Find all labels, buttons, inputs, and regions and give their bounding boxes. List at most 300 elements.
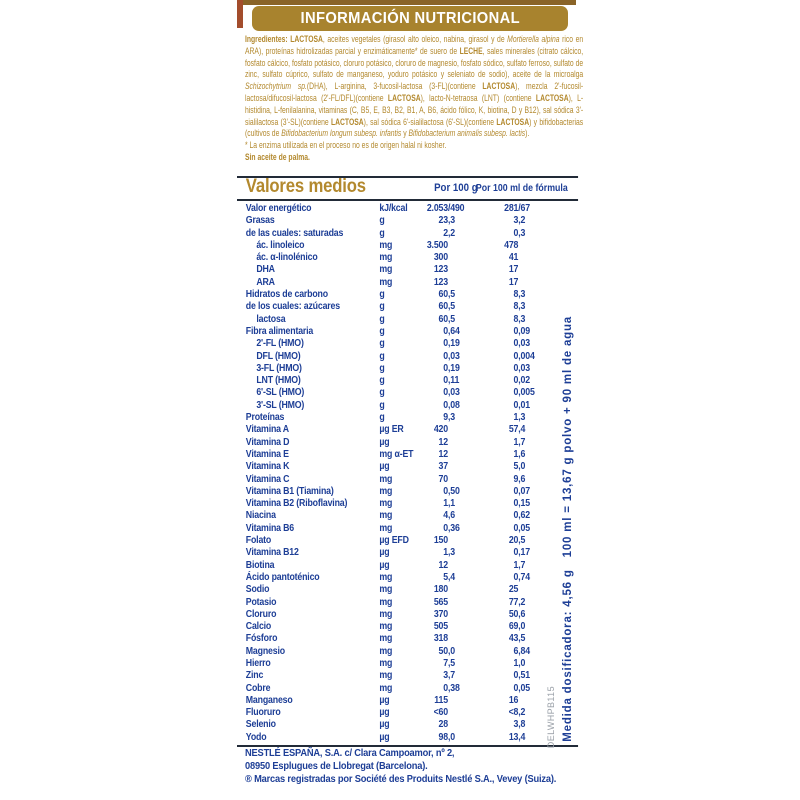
value-per-100g <box>422 670 468 682</box>
nutrient-name: Biotina <box>245 559 275 571</box>
table-row <box>237 264 578 276</box>
value-per-100g <box>422 240 468 252</box>
value-per-100g <box>422 633 468 645</box>
value-int: 0 <box>513 387 519 399</box>
nutrient-unit: mg <box>379 608 393 620</box>
manufacturer-footer <box>245 748 584 786</box>
value-per-100ml <box>467 732 536 744</box>
value-per-100g <box>422 547 468 559</box>
value-per-100g <box>422 658 468 670</box>
nutrition-info-banner <box>252 6 568 31</box>
nutrient-name: 6'-SL (HMO) <box>256 387 305 399</box>
value-int: 60 <box>438 313 448 325</box>
nutrient-name: Zinc <box>245 670 264 682</box>
nutrient-unit: mg <box>379 252 393 264</box>
value-per-100ml <box>467 461 536 473</box>
value-decimal: ,0 <box>447 645 455 657</box>
value-per-100g <box>422 597 468 609</box>
value-int: 12 <box>438 559 448 571</box>
value-int: 8 <box>513 301 519 313</box>
nutrient-unit: mg <box>379 522 393 534</box>
nutrient-name: Vitamina B2 (Riboflavina) <box>245 498 348 510</box>
nutrient-name: Selenio <box>245 719 276 731</box>
footer-address-line2: 08950 Esplugues de Llobregat (Barcelona). <box>245 760 428 772</box>
nutrient-unit: mg <box>379 645 393 657</box>
value-int: 478 <box>504 239 519 251</box>
nutrient-unit: g <box>379 215 385 227</box>
value-decimal: ,004 <box>518 350 535 362</box>
value-per-100g <box>422 646 468 658</box>
value-decimal: ,36 <box>447 522 460 534</box>
nutrient-unit: g <box>379 227 385 239</box>
value-int: 0 <box>513 682 519 694</box>
value-decimal: ,4 <box>518 731 526 743</box>
ingredient-segment: (DHA), L-arginina, 3-fucosil-lactosa (3-FL)(contiene <box>306 81 483 93</box>
value-int: 281 <box>504 203 519 214</box>
value-int: 0 <box>513 338 519 350</box>
value-int: 1 <box>443 547 448 559</box>
nutrient-name: Vitamina A <box>245 424 289 436</box>
value-decimal: ,51 <box>518 670 530 682</box>
ingredient-segment: LECHE <box>459 45 483 57</box>
value-decimal: ,50 <box>447 485 460 497</box>
value-per-100g <box>422 560 468 572</box>
package-top-edge <box>243 0 576 5</box>
nutrient-unit: kJ/kcal <box>379 203 408 214</box>
table-row <box>237 486 578 498</box>
nutrient-unit: mg <box>379 239 393 251</box>
value-int: 98 <box>438 731 448 743</box>
value-per-100g <box>422 252 468 264</box>
column-header-per-100ml: Por 100 ml de fórmula <box>475 183 568 194</box>
value-int: 28 <box>438 719 448 731</box>
value-decimal: ,11 <box>447 375 460 387</box>
value-per-100ml <box>467 658 536 670</box>
nutrient-name: Vitamina B12 <box>245 547 299 559</box>
value-per-100g <box>422 264 468 276</box>
value-int: 565 <box>433 596 448 608</box>
nutrient-unit: mg <box>379 596 393 608</box>
value-int: 0 <box>443 350 448 362</box>
value-int: 420 <box>433 424 448 436</box>
value-decimal: ,08 <box>447 399 460 411</box>
value-decimal: ,1 <box>447 498 455 510</box>
value-per-100ml <box>467 387 536 399</box>
nutrient-unit: mg <box>379 498 393 510</box>
table-row <box>237 351 578 363</box>
table-header-row <box>237 178 578 199</box>
value-int: 123 <box>433 264 448 276</box>
value-int: 3 <box>513 719 519 731</box>
nutrient-name: Fluoruro <box>245 707 281 719</box>
value-int: 77 <box>508 596 519 608</box>
nutrient-name: Vitamina K <box>245 461 290 473</box>
value-per-100ml <box>467 474 536 486</box>
nutrient-unit: g <box>379 412 385 424</box>
column-header-per-100g: Por 100 g <box>434 182 478 194</box>
value-decimal: ,3 <box>518 412 526 424</box>
value-int: 0 <box>443 375 448 387</box>
value-per-100ml <box>467 326 536 338</box>
value-int: 0 <box>513 498 519 510</box>
value-per-100ml <box>467 412 536 424</box>
nutrient-name: 3'-SL (HMO) <box>256 399 305 411</box>
value-per-100ml <box>467 289 536 301</box>
nutrient-unit: µg <box>379 436 390 448</box>
value-per-100g <box>422 326 468 338</box>
nutrient-name: lactosa <box>256 313 286 325</box>
value-per-100g <box>422 695 468 707</box>
value-per-100ml <box>467 424 536 436</box>
value-decimal: ,0 <box>447 731 455 743</box>
table-row <box>237 449 578 461</box>
value-decimal: ,15 <box>518 498 530 510</box>
nutrient-unit: mg <box>379 584 393 596</box>
value-per-100ml <box>467 363 536 375</box>
value-int: 5 <box>513 461 519 473</box>
value-int: 0 <box>513 510 519 522</box>
nutrient-unit: mg <box>379 670 393 682</box>
value-int: <60 <box>433 707 448 719</box>
table-row <box>237 215 578 227</box>
table-row <box>237 203 578 215</box>
nutrient-unit: g <box>379 301 385 313</box>
nutrient-unit: µg <box>379 547 390 559</box>
value-per-100ml <box>467 301 536 313</box>
nutrient-unit: g <box>379 313 385 325</box>
value-per-100ml <box>467 670 536 682</box>
divider-bottom <box>237 745 578 747</box>
value-per-100g <box>422 215 468 227</box>
nutrient-unit: mg <box>379 264 393 276</box>
value-per-100g <box>422 228 468 240</box>
nutrient-unit: g <box>379 362 385 374</box>
value-decimal: ,19 <box>447 338 460 350</box>
value-decimal: ,3 <box>447 215 455 227</box>
value-per-100g <box>422 277 468 289</box>
value-decimal: ,64 <box>447 325 460 337</box>
value-per-100ml <box>467 523 536 535</box>
nutrient-unit: g <box>379 289 385 301</box>
nutrient-name: DFL (HMO) <box>256 350 301 362</box>
value-int: 37 <box>438 461 448 473</box>
nutrient-name: Cobre <box>245 682 271 694</box>
value-per-100g <box>422 424 468 436</box>
ingredient-segment: LACTOSA <box>330 116 364 128</box>
value-decimal: ,7 <box>518 436 526 448</box>
value-decimal: ,3 <box>518 313 526 325</box>
value-int: 23 <box>438 215 448 227</box>
value-decimal: ,005 <box>518 387 535 399</box>
ingredient-segment: , sales minerales (citrato cálcico, fosfato cálcico, fosfato potásico, cloruro potásico, cloruro de magnesio, fosfato sódico, sulfato ferroso, sulfato de zinc, sulfato cúprico, sulfato de manganeso, yoduro potásico y seleniato de sodio), aceite de la microalga <box>245 45 584 81</box>
value-decimal: ,6 <box>447 510 455 522</box>
value-per-100g <box>422 437 468 449</box>
value-int: 0 <box>513 670 519 682</box>
table-row <box>237 523 578 535</box>
value-per-100g <box>422 338 468 350</box>
value-per-100g <box>422 621 468 633</box>
nutrient-name: Vitamina D <box>245 436 290 448</box>
nutrient-name: 3-FL (HMO) <box>256 362 302 374</box>
value-per-100ml <box>467 719 536 731</box>
value-int: 1 <box>513 436 519 448</box>
value-decimal: ,5 <box>447 313 455 325</box>
nutrient-name: Grasas <box>245 215 275 227</box>
value-per-100ml <box>467 437 536 449</box>
nutrient-unit: µg <box>379 731 390 743</box>
value-decimal: ,17 <box>518 547 530 559</box>
nutrient-unit: g <box>379 399 385 411</box>
value-int: 318 <box>433 633 448 645</box>
nutrient-name: Calcio <box>245 621 272 633</box>
footer-address-line1: NESTLÉ ESPAÑA, S.A. c/ Clara Campoamor, nº 2, <box>245 748 455 759</box>
value-per-100g <box>422 707 468 719</box>
value-per-100ml <box>467 400 536 412</box>
value-int: 0 <box>513 522 519 534</box>
value-per-100ml <box>467 535 536 547</box>
value-int: 8 <box>513 289 519 301</box>
value-int: 370 <box>433 608 448 620</box>
value-per-100ml <box>467 683 536 695</box>
value-decimal: ,07 <box>518 485 530 497</box>
table-row <box>237 228 578 240</box>
value-int: 4 <box>443 510 448 522</box>
value-decimal: ,6 <box>518 473 526 485</box>
nutrient-name: de las cuales: saturadas <box>245 227 344 239</box>
table-row <box>237 474 578 486</box>
ingredient-segment: ), mezcla 2'-fucosil-lactosa/difucosil-lactosa (2'-FL/DFL)(contiene <box>245 81 584 104</box>
nutrient-unit: g <box>379 387 385 399</box>
value-per-100ml <box>467 486 536 498</box>
table-title: Valores medios <box>245 176 366 197</box>
nutrient-name: Niacina <box>245 510 276 522</box>
value-per-100ml <box>467 695 536 707</box>
value-decimal: ,2 <box>447 227 455 239</box>
nutrient-name: Yodo <box>245 731 267 743</box>
package-left-edge <box>237 0 243 28</box>
ingredient-segment: LACTOSA <box>482 81 516 93</box>
value-per-100g <box>422 203 468 215</box>
value-int: 3 <box>443 670 448 682</box>
value-int: 3 <box>513 215 519 227</box>
table-row <box>237 461 578 473</box>
table-row <box>237 424 578 436</box>
table-row <box>237 240 578 252</box>
value-per-100g <box>422 523 468 535</box>
nutrient-unit: g <box>379 325 385 337</box>
nutrient-name: ARA <box>256 276 275 288</box>
value-decimal: /490 <box>447 203 465 214</box>
value-int: 0 <box>443 485 448 497</box>
value-decimal: ,5 <box>518 535 526 547</box>
value-int: 9 <box>513 473 519 485</box>
nutrient-name: Magnesio <box>245 645 285 657</box>
value-per-100ml <box>467 646 536 658</box>
ingredient-segment: Ingredientes: <box>245 34 291 45</box>
value-per-100g <box>422 387 468 399</box>
nutrient-name: Valor energético <box>245 203 312 214</box>
value-decimal: ,5 <box>518 633 526 645</box>
value-int: 60 <box>438 301 448 313</box>
value-per-100ml <box>467 707 536 719</box>
value-decimal: ,74 <box>518 571 530 583</box>
value-decimal: ,62 <box>518 510 530 522</box>
table-row <box>237 535 578 547</box>
value-per-100g <box>422 535 468 547</box>
value-decimal: ,01 <box>518 399 530 411</box>
value-per-100g <box>422 461 468 473</box>
value-int: 0 <box>513 399 519 411</box>
nutrient-unit: µg <box>379 694 390 706</box>
value-int: 0 <box>513 571 519 583</box>
value-int: 0 <box>443 387 448 399</box>
value-per-100ml <box>467 621 536 633</box>
value-int: <8 <box>508 707 519 719</box>
value-decimal: ,09 <box>518 325 530 337</box>
value-int: 0 <box>443 682 448 694</box>
ingredient-segment: LACTOSA <box>290 34 323 45</box>
value-int: 1 <box>513 412 519 424</box>
nutrient-name: Potasio <box>245 596 277 608</box>
value-decimal: ,3 <box>518 301 526 313</box>
value-int: 2.053 <box>426 203 448 214</box>
banner-title: INFORMACIÓN NUTRICIONAL <box>300 9 520 27</box>
ingredient-segment: ), lacto-N-tetraosa (LNT) (contiene <box>420 92 536 104</box>
value-int: 1 <box>513 657 519 669</box>
table-row <box>237 646 578 658</box>
value-int: 41 <box>508 252 519 264</box>
value-per-100ml <box>467 510 536 522</box>
value-int: 150 <box>433 535 448 547</box>
table-row <box>237 412 578 424</box>
ingredients-text <box>245 34 583 140</box>
value-decimal: ,03 <box>447 387 460 399</box>
value-int: 0 <box>443 325 448 337</box>
nutrient-name: DHA <box>256 264 275 276</box>
value-decimal: ,8 <box>518 719 526 731</box>
value-per-100g <box>422 412 468 424</box>
value-int: 0 <box>513 362 519 374</box>
value-int: 1 <box>443 498 448 510</box>
table-row <box>237 338 578 350</box>
value-int: 505 <box>433 621 448 633</box>
value-int: 16 <box>508 694 519 706</box>
ingredient-segment: ) y bifidobacterias (cultivos de <box>245 116 584 140</box>
nutrient-unit: µg <box>379 707 390 719</box>
value-decimal: ,02 <box>518 375 530 387</box>
table-row <box>237 301 578 313</box>
value-int: 0 <box>513 375 519 387</box>
value-per-100ml <box>467 215 536 227</box>
value-int: 69 <box>508 621 519 633</box>
table-row <box>237 326 578 338</box>
value-decimal: ,2 <box>518 707 526 719</box>
ingredient-segment: LACTOSA <box>387 92 421 104</box>
table-row <box>237 695 578 707</box>
value-int: 57 <box>508 424 519 436</box>
value-per-100ml <box>467 633 536 645</box>
value-int: 0 <box>443 522 448 534</box>
value-per-100ml <box>467 203 536 215</box>
value-int: 0 <box>443 362 448 374</box>
value-per-100ml <box>467 314 536 326</box>
value-int: 50 <box>508 608 519 620</box>
nutrient-name: Vitamina B6 <box>245 522 295 534</box>
value-decimal: ,5 <box>447 301 455 313</box>
value-per-100g <box>422 609 468 621</box>
nutrient-name: Vitamina E <box>245 448 289 460</box>
value-int: 6 <box>513 645 519 657</box>
value-per-100ml <box>467 264 536 276</box>
value-int: 115 <box>434 694 448 706</box>
value-decimal: ,38 <box>447 682 460 694</box>
table-row <box>237 363 578 375</box>
value-decimal: ,7 <box>518 559 526 571</box>
table-row <box>237 277 578 289</box>
nutrient-name: Sodio <box>245 584 270 596</box>
ingredient-segment: Bifidobacterium animalis subesp. lactis <box>408 128 526 140</box>
value-int: 3.500 <box>426 239 448 251</box>
table-row <box>237 387 578 399</box>
table-row <box>237 547 578 559</box>
value-int: 7 <box>443 657 448 669</box>
value-per-100ml <box>467 351 536 363</box>
table-row <box>237 572 578 584</box>
nutrition-label-panel <box>237 0 584 800</box>
ingredient-segment: Schizochytrium sp. <box>245 81 307 93</box>
value-decimal: ,3 <box>447 547 455 559</box>
value-per-100g <box>422 363 468 375</box>
table-row <box>237 732 578 744</box>
value-per-100g <box>422 375 468 387</box>
value-decimal: ,03 <box>447 350 460 362</box>
nutrient-unit: mg α-ET <box>379 448 414 460</box>
value-int: 0 <box>443 399 448 411</box>
value-per-100g <box>422 301 468 313</box>
value-per-100g <box>422 584 468 596</box>
table-row <box>237 375 578 387</box>
value-int: 0 <box>513 485 519 497</box>
value-decimal: ,0 <box>518 621 526 633</box>
value-int: 0 <box>513 227 519 239</box>
value-per-100ml <box>467 547 536 559</box>
value-decimal: ,0 <box>518 461 526 473</box>
nutrient-name: Cloruro <box>245 608 277 620</box>
nutrient-name: 2'-FL (HMO) <box>256 338 304 350</box>
value-decimal: ,0 <box>518 657 526 669</box>
value-per-100g <box>422 351 468 363</box>
table-row <box>237 510 578 522</box>
value-per-100ml <box>467 572 536 584</box>
nutrient-unit: mg <box>379 571 393 583</box>
table-row <box>237 670 578 682</box>
ingredient-segment: Bifidobacterium longum subesp. infantis <box>281 128 402 140</box>
value-int: 0 <box>513 547 519 559</box>
table-row <box>237 289 578 301</box>
value-per-100ml <box>467 584 536 596</box>
table-row <box>237 683 578 695</box>
table-row <box>237 400 578 412</box>
nutrient-name: LNT (HMO) <box>256 375 301 387</box>
value-per-100ml <box>467 252 536 264</box>
value-decimal: ,3 <box>518 289 526 301</box>
nutrient-unit: mg <box>379 485 393 497</box>
value-decimal: ,4 <box>447 571 455 583</box>
value-per-100g <box>422 474 468 486</box>
value-per-100ml <box>467 240 536 252</box>
ingredient-segment: ), L-histidina, L-fenilalanina, vitaminas (C, B5, E, B3, B2, B1, A, B6, ácido fólico, K, biotina, D y B12), sal sódica 3'-sialilactosa (3'-SL)(contiene <box>245 92 584 128</box>
value-decimal: ,03 <box>518 338 530 350</box>
